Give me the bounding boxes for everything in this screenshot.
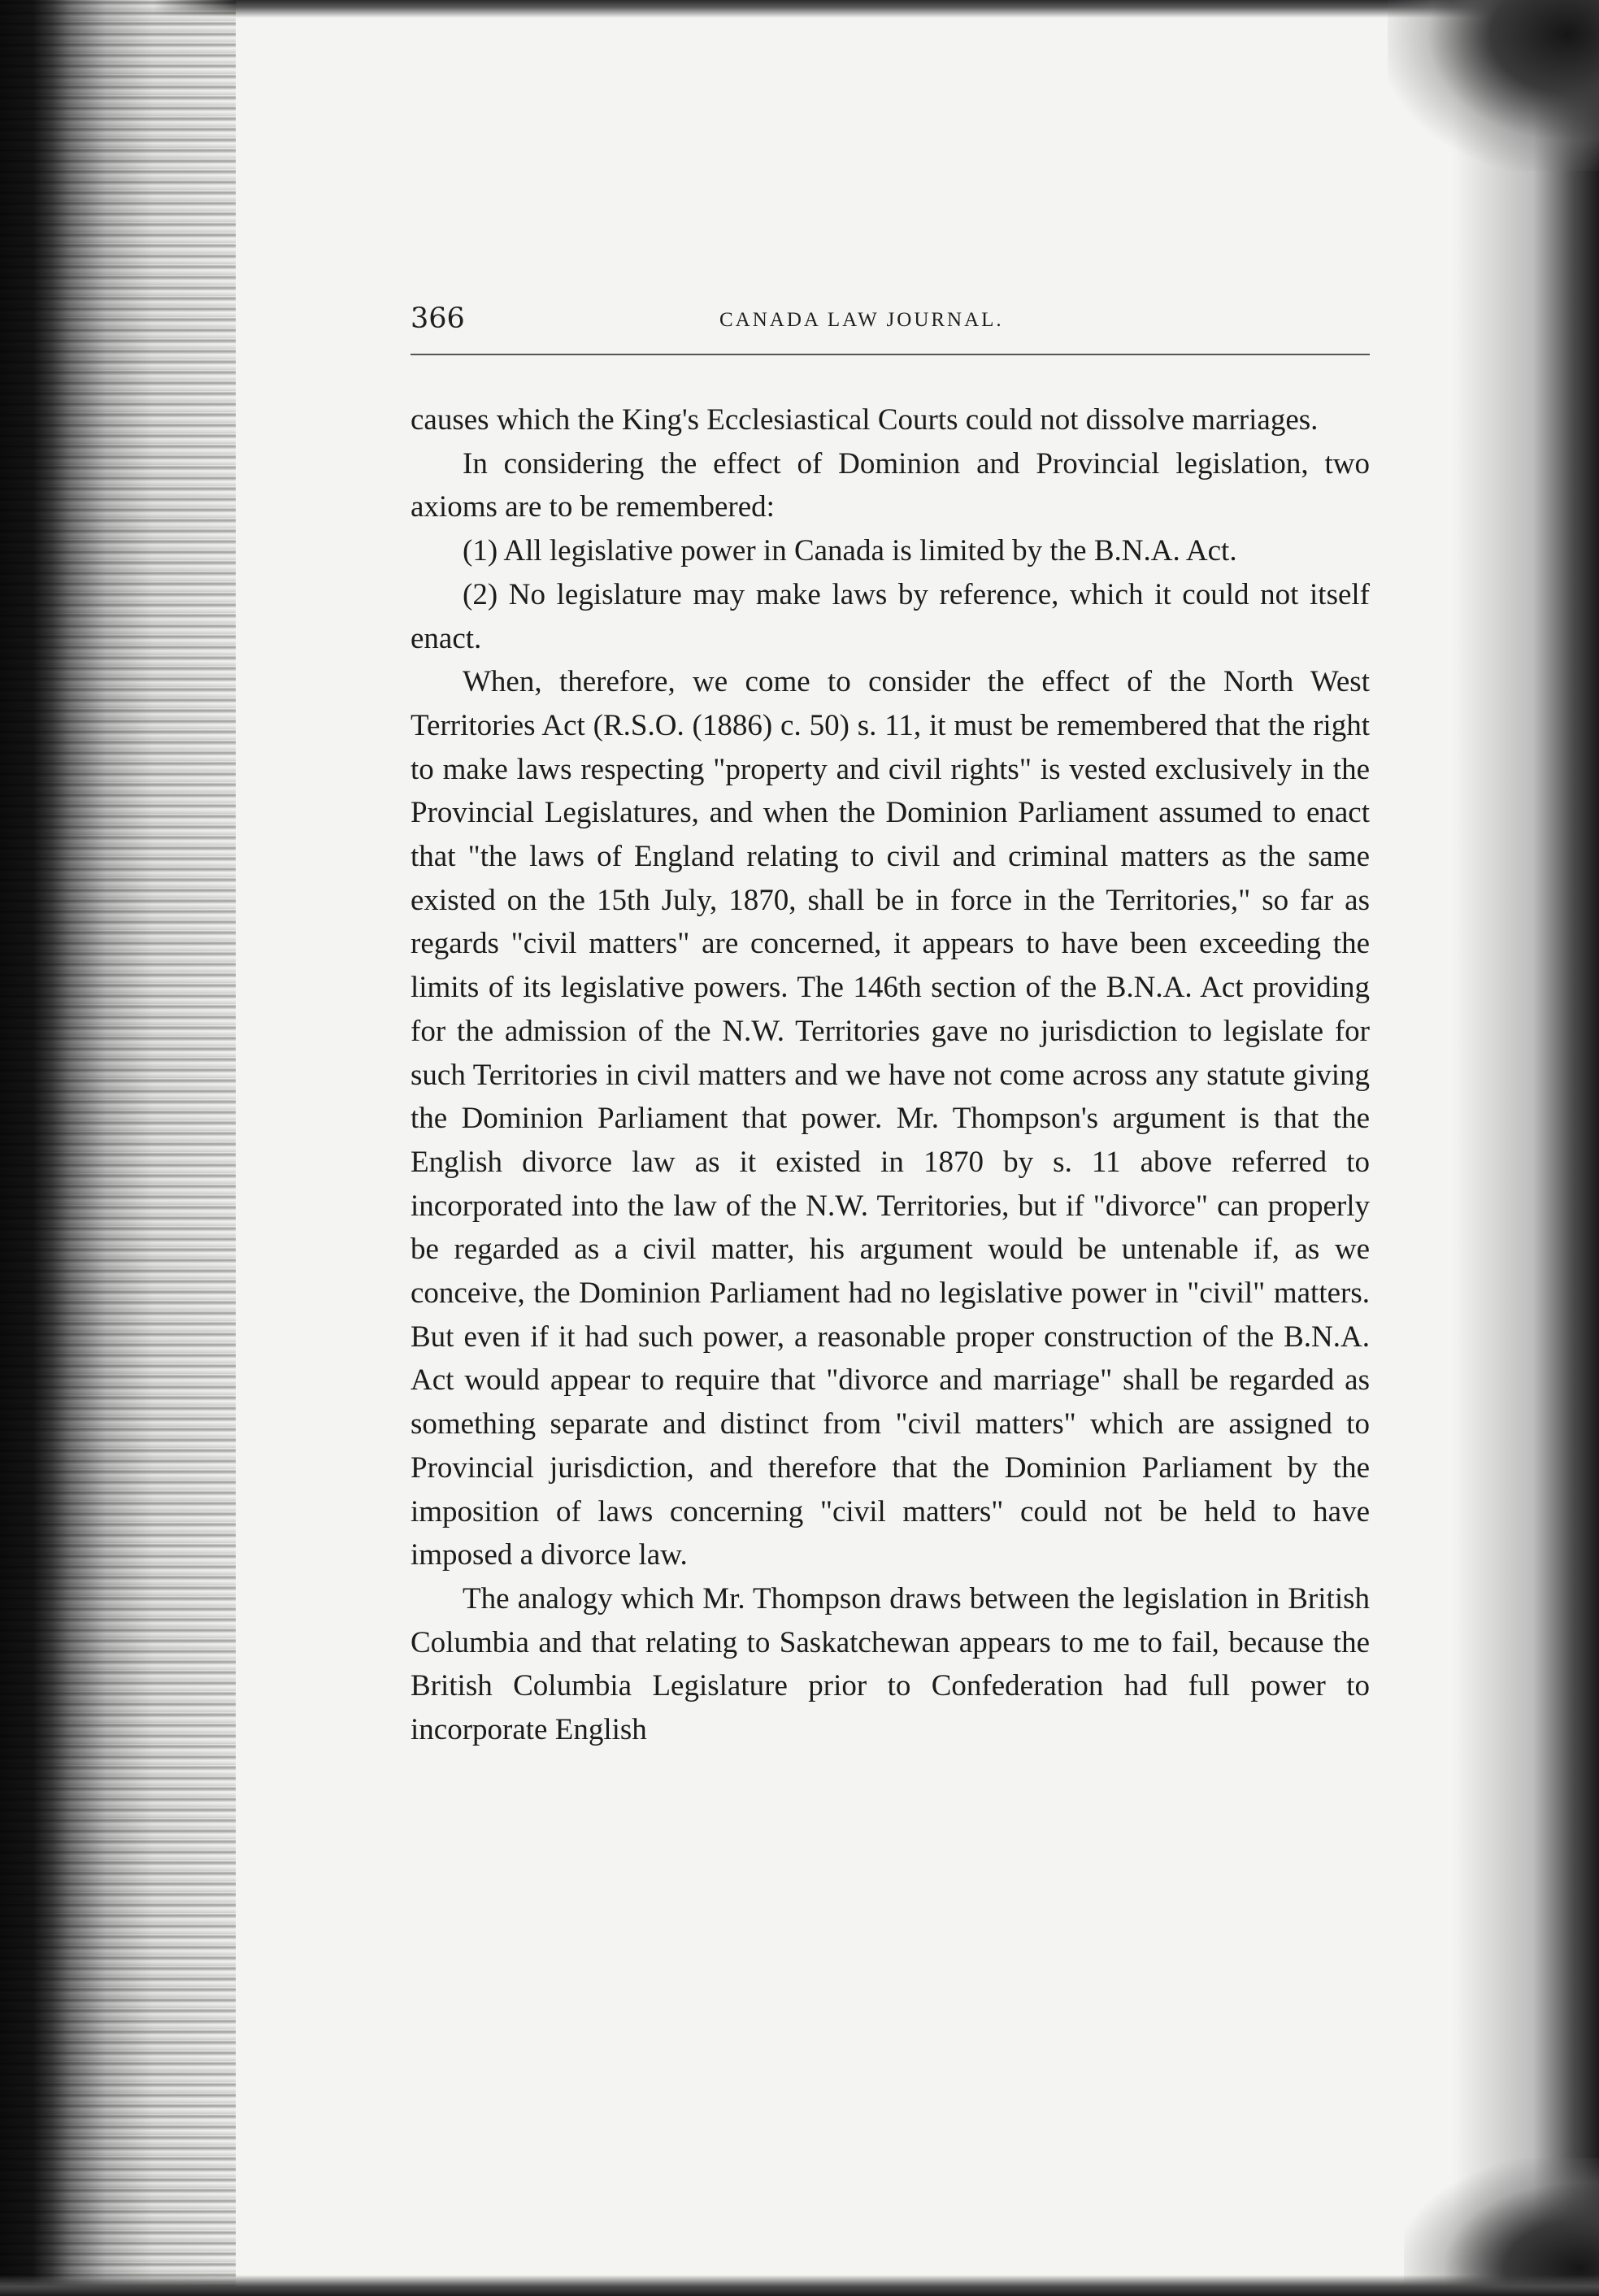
paragraph-axiom-1: (1) All legislative power in Canada is limited by the B.N.A. Act.: [463, 534, 1237, 568]
paragraph-axioms-intro: In considering the effect of Dominion and Provincial legislation, two axioms are to be remembered:: [411, 446, 1370, 524]
header-rule: [411, 354, 1370, 355]
paragraph-axiom-2: (2) No legislature may make laws by reference, which it could not itself enact.: [411, 577, 1370, 655]
running-head: CANADA LAW JOURNAL.: [719, 309, 1004, 331]
scan-smudge-top-right: [1388, 0, 1599, 171]
paragraph-nw-territories: When, therefore, we come to consider the effect of the North West Territories Act (R.S.O. (1886) c. 50) s. 11, it must be remembered that the right to make laws respecting "property and civil rights" is vested exclusively in the Provincial Legislatures, and when the Dominion Parliament assumed to enact that "the laws of England relating to civil and criminal matters as the same existed on the 15th July, 1870, shall be in force in the Territories," so far as regards "civil matters" are concerned, it appears to have been exceeding the limits of its legislative powers. The 146th section of the B.N.A. Act providing for the admission of the N.W. Territories gave no jurisdiction to legislate for such Territories in civil matters and we have not come across any statute giving the Dominion Parliament that power. Mr. Thompson's argument is that the English divorce law as it existed in 1870 by s. 11 above referred to incorporated into the law of the N.W. Territories, but if "divorce" can properly be regarded as a civil matter, his argument would be untenable if, as we conceive, the Dominion Parliament had no legislative power in "civil" matters. But even if it had such power, a reasonable proper construction of the B.N.A. Act would appear to require that "divorce and marriage" shall be regarded as something separate and distinct from "civil matters" which are assigned to Provincial jurisdiction, and therefore that the Dominion Parliament by the imposition of laws concerning "civil matters" could not be held to have imposed a divorce law.: [411, 665, 1370, 1572]
scan-edge-left: [0, 0, 236, 2296]
page-number: 366: [411, 302, 465, 335]
body-text: [411, 398, 1370, 1752]
paragraph-analogy: The analogy which Mr. Thompson draws between the legislation in British Columbia and that relating to Saskatchewan appears to me to fail, because the British Columbia Legislature prior to Confederation had full power to incorporate English: [411, 1581, 1370, 1747]
scan-edge-right: [1453, 0, 1599, 2296]
paragraph-continuation: causes which the King's Ecclesiastical Courts could not dissolve marriages.: [411, 403, 1319, 437]
scan-edge-top: [114, 0, 1599, 18]
scan-edge-bottom: [0, 2275, 1599, 2296]
page-header: [411, 302, 1370, 348]
